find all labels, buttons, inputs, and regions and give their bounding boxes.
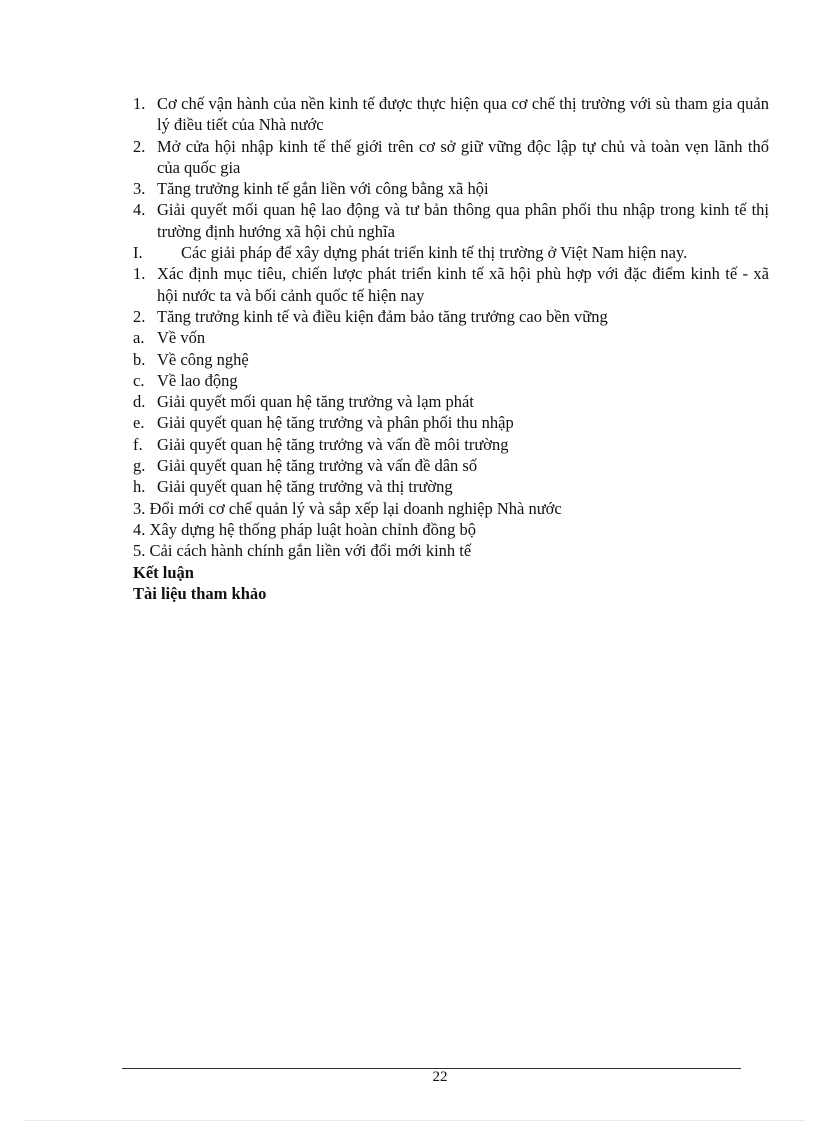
outline-item-text: Giải quyết quan hệ tăng trưởng và thị trường: [157, 477, 453, 497]
outline-item-marker: c.: [133, 370, 145, 390]
outline-item-marker: e.: [133, 413, 145, 433]
outline-item-text: Các giải pháp để xây dựng phát triển kinh tế thị trường ở Việt Nam hiện nay.: [181, 243, 688, 263]
outline-item-text: Giải quyết mối quan hệ lao động và tư bản thông qua phân phối thu nhập trong kinh tế thị trường định hướng xã hội chủ nghĩa: [157, 200, 769, 241]
outline-item-text: Cơ chế vận hành của nền kinh tế được thực hiện qua cơ chế thị trường với sù tham gia quản lý điều tiết của Nhà nước: [157, 94, 769, 135]
heading-conclusion: Kết luận: [133, 562, 194, 582]
outline-item: [133, 434, 769, 455]
outline-item: [133, 519, 769, 540]
outline-item: [133, 263, 769, 306]
outline-item-text: Giải quyết quan hệ tăng trưởng và vấn đề môi trường: [157, 434, 509, 454]
outline-item-text: Về công nghệ: [157, 349, 249, 369]
outline-item-marker: 4.: [133, 200, 146, 220]
outline-item-text: 5. Cải cách hành chính gắn liền với đổi mới kinh tế: [133, 541, 472, 561]
outline-item: [133, 412, 769, 433]
outline-item-marker: 2.: [133, 136, 146, 156]
outline-item: [133, 327, 769, 348]
outline-item: [133, 199, 769, 242]
outline-item: [133, 370, 769, 391]
outline-item: [133, 349, 769, 370]
outline-item-text: 4. Xây dựng hệ thống pháp luật hoàn chỉnh đồng bộ: [133, 519, 477, 539]
outline-item: [133, 136, 769, 179]
outline-item: [133, 93, 769, 136]
outline-item-marker: a.: [133, 328, 145, 348]
outline-item-text: Giải quyết quan hệ tăng trưởng và vấn đề dân số: [157, 456, 478, 476]
outline-item-marker: 1.: [133, 94, 146, 113]
page-number: 22: [432, 1069, 448, 1085]
outline-item-marker: 1.: [133, 264, 146, 284]
outline-item: [133, 178, 769, 199]
outline-item-marker: f.: [133, 434, 143, 454]
outline-item: [133, 306, 769, 327]
outline-item-marker: h.: [133, 477, 146, 497]
heading-references: Tài liệu tham khảo: [133, 583, 267, 603]
outline-item-marker: g.: [133, 456, 146, 476]
outline-item-text: Về vốn: [157, 328, 206, 348]
outline-item-marker: 2.: [133, 306, 146, 326]
outline-item-marker: d.: [133, 392, 146, 412]
outline-item-text: Tăng trưởng kinh tế và điều kiện đảm bảo tăng trưởng cao bền vững: [157, 306, 608, 326]
outline-item-text: Giải quyết mối quan hệ tăng trưởng và lạm phát: [157, 392, 474, 412]
outline-list: [133, 93, 769, 562]
outline-item-text: Về lao động: [157, 370, 238, 390]
outline-item-marker: b.: [133, 349, 146, 369]
outline-item: [133, 391, 769, 412]
outline-item-text: Giải quyết quan hệ tăng trưởng và phân phối thu nhập: [157, 413, 514, 433]
page-edge-dotted-line: [25, 1120, 805, 1121]
outline-item-marker: 3.: [133, 179, 146, 199]
outline-item-text: Tăng trưởng kinh tế gắn liền với công bằng xã hội: [157, 179, 489, 199]
outline-item-text: 3. Đổi mới cơ chế quản lý và sắp xếp lại doanh nghiệp Nhà nước: [133, 498, 562, 518]
outline-item: [133, 242, 769, 263]
outline-item-marker: I.: [133, 243, 143, 263]
outline-item: [133, 498, 769, 519]
outline-item-text: Xác định mục tiêu, chiến lược phát triển kinh tế xã hội phù hợp với đặc điểm kinh tế - xã hội nước ta và bối cảnh quốc tế hiện nay: [157, 264, 769, 305]
outline-item: [133, 540, 769, 561]
outline-item: [133, 455, 769, 476]
outline-item: [133, 476, 769, 497]
outline-item-text: Mở cửa hội nhập kinh tế thế giới trên cơ sở giữ vững độc lập tự chủ và toàn vẹn lãnh thổ của quốc gia: [157, 136, 769, 177]
table-of-contents: [133, 93, 769, 604]
